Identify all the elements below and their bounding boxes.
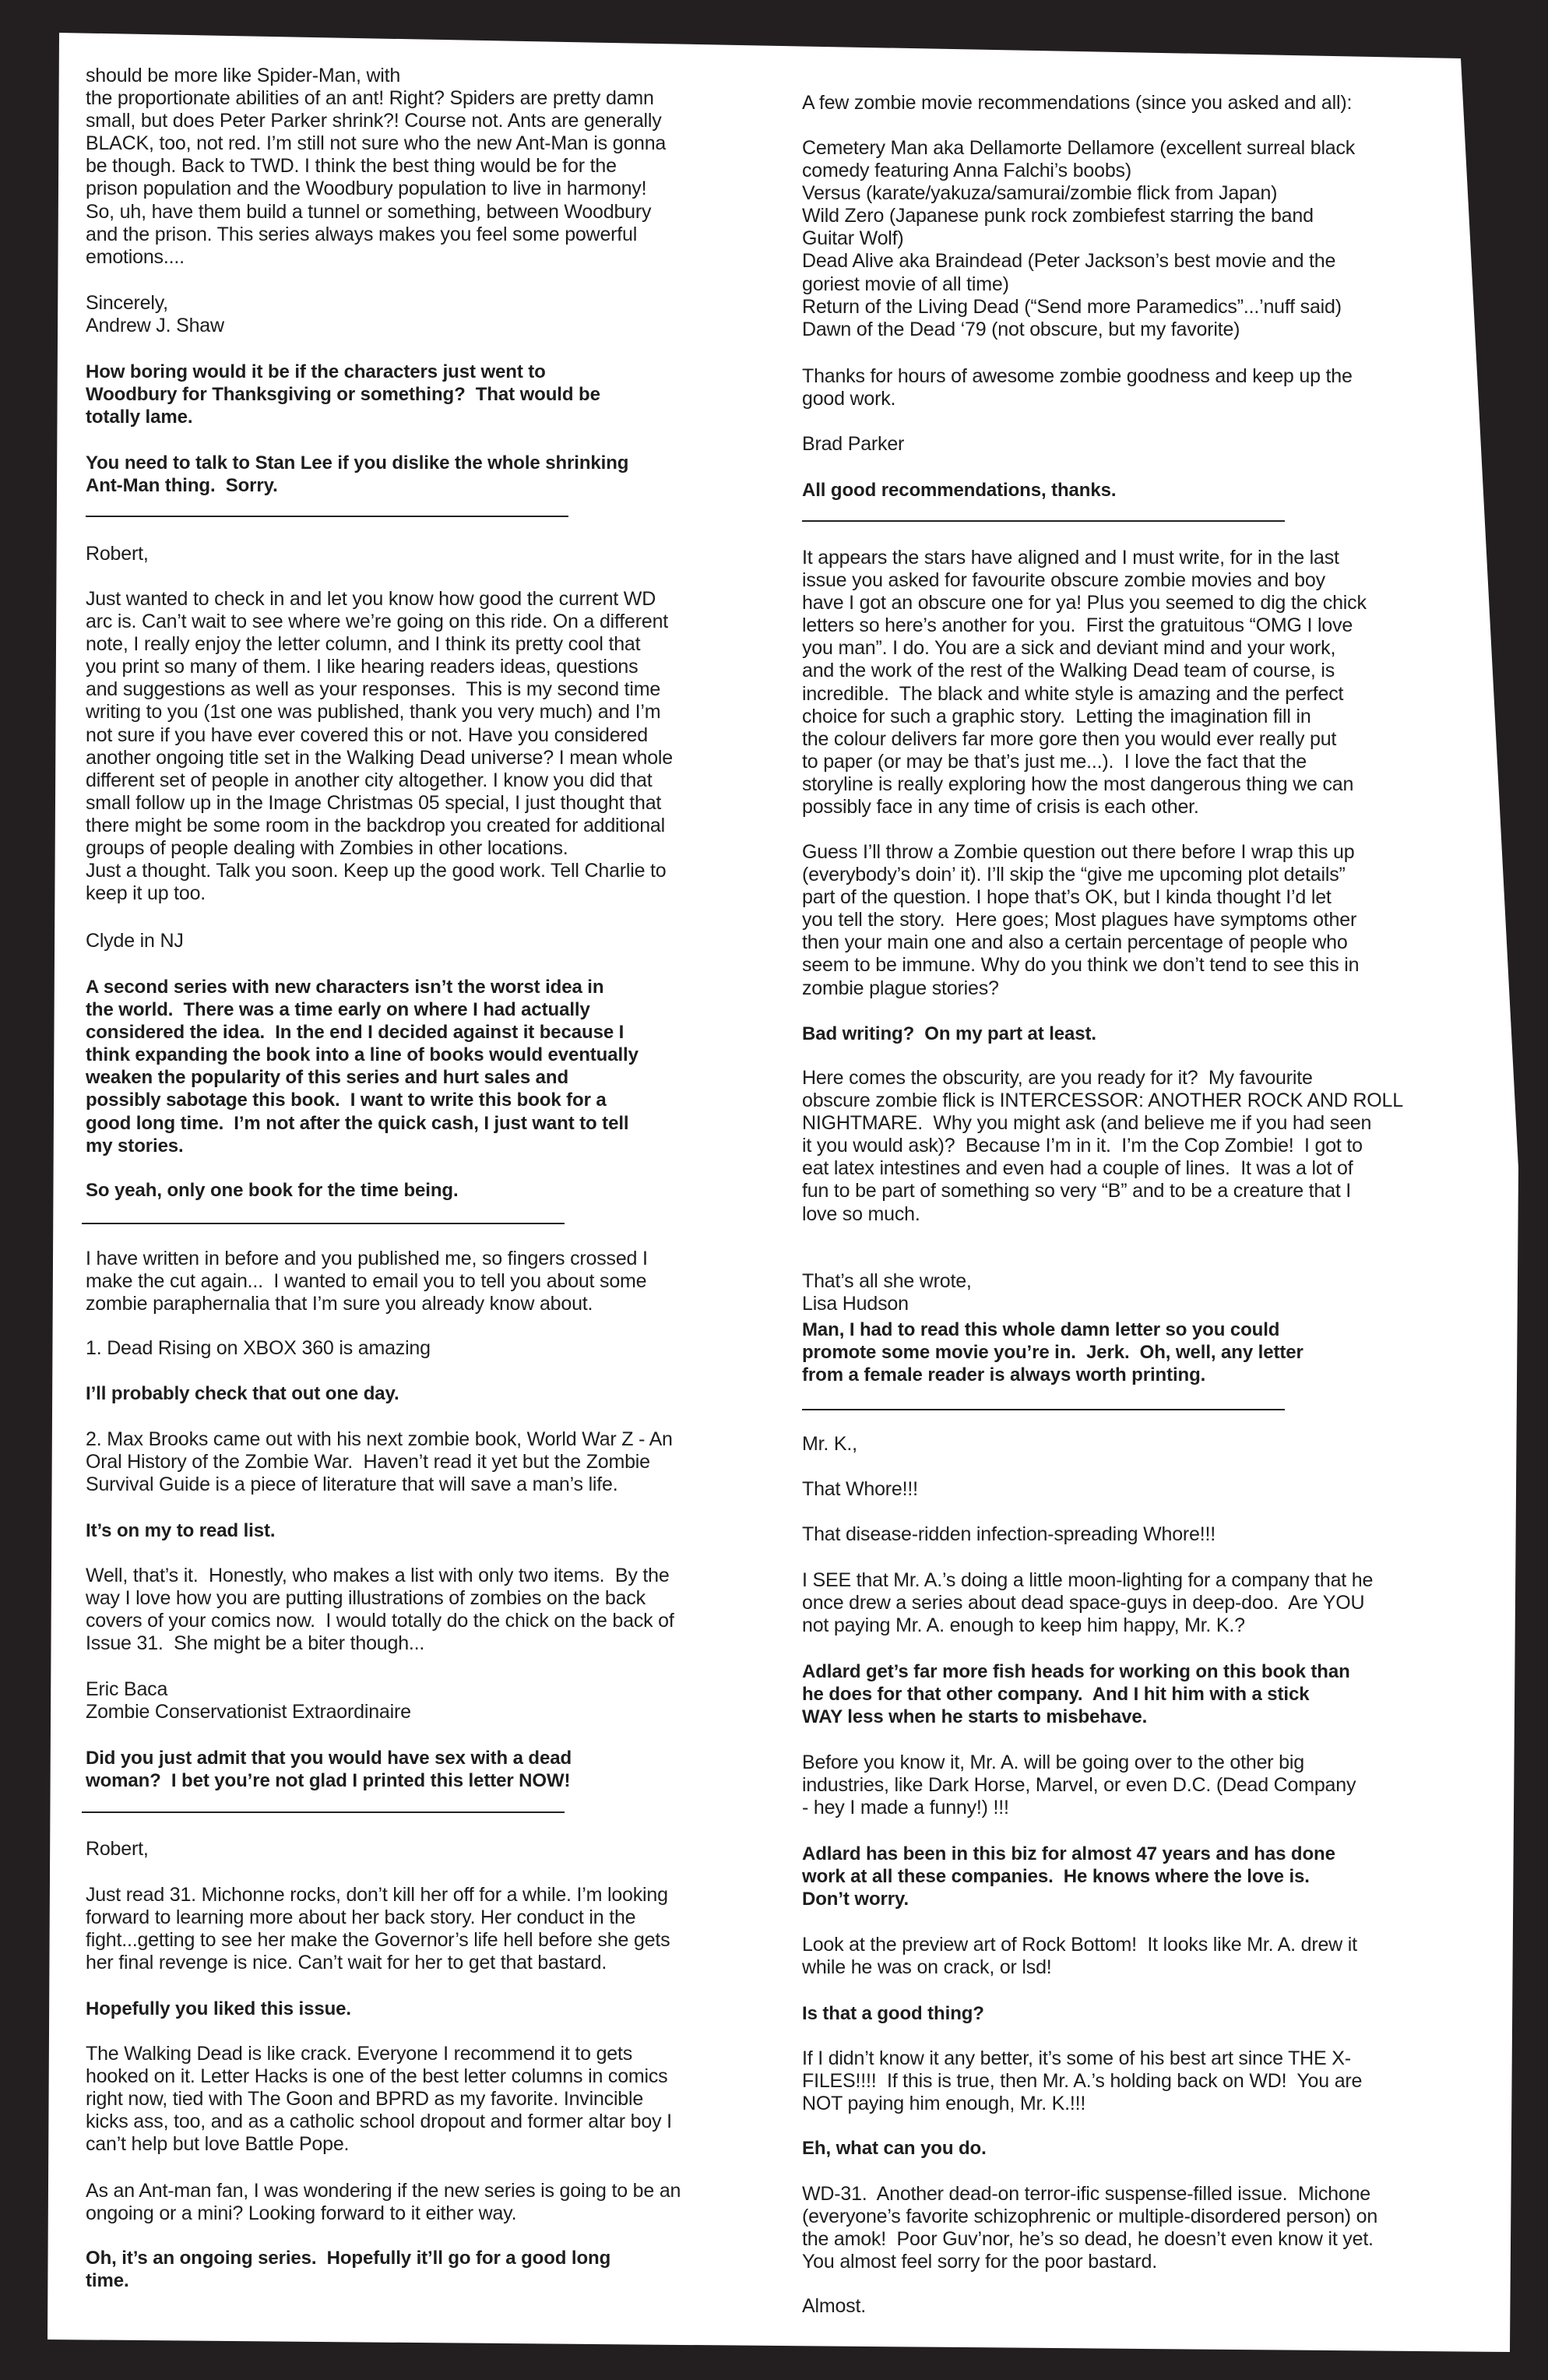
letter-signature: Clyde in NJ	[86, 930, 184, 952]
letter-text: If I didn’t know it any better, it’s some of his best art since THE X- FILES!!!! If this is true, then Mr. A.’s holding back on WD! You are NOT paying him enough, Mr. K.!!!	[802, 2047, 1363, 2115]
letter-signature: Eric Baca Zombie Conservationist Extraordinaire	[86, 1678, 411, 1723]
editor-reply: Oh, it’s an ongoing series. Hopefully it’ll go for a good long time.	[86, 2248, 611, 2292]
letter-text: Before you know it, Mr. A. will be going over to the other big industries, like Dark Horse, Marvel, or even D.C. (Dead Company - hey I made a funny!) !!!	[802, 1752, 1356, 1819]
letter-divider	[802, 520, 1285, 522]
letter-text: Look at the preview art of Rock Bottom! It looks like Mr. A. drew it while he was on crack, or lsd!	[802, 1934, 1357, 1979]
letter-greeting: Robert,	[86, 543, 149, 565]
letter-divider	[82, 1223, 565, 1224]
letter-item: 2. Max Brooks came out with his next zombie book, World War Z - An Oral History of the Zombie War. Haven’t read it yet but the Zombie Survival Guide is a piece of literature that will save a man’s life.	[86, 1428, 673, 1496]
letter-text: Thanks for hours of awesome zombie goodness and keep up the good work.	[802, 365, 1353, 410]
editor-reply: Adlard get’s far more fish heads for working on this book than he does for that other company. And I hit him with a stick WAY less when he starts to misbehave.	[802, 1661, 1350, 1728]
letter-item: 1. Dead Rising on XBOX 360 is amazing	[86, 1337, 431, 1359]
letter-text: Well, that’s it. Honestly, who makes a list with only two items. By the way I love how you are putting illustrations of zombies on the back covers of your comics now. I would totally do the chick on the back of Issue 31. She might be a biter though...	[86, 1565, 674, 1655]
letter-signature: That’s all she wrote, Lisa Hudson	[802, 1270, 972, 1315]
letter-text: Guess I’ll throw a Zombie question out there before I wrap this up (everybody’s doin’ it). I’ll skip the “give me upcoming plot details” part of the question. I hope that’s OK, but I kinda thought I’d let you tell the story. Here goes; Most plagues have symptoms other then your main one and also a certain percentage of people who seem to be immune. Why do you think we don’t tend to see this in zombie plague stories?	[802, 841, 1360, 999]
editor-reply: So yeah, only one book for the time being.	[86, 1180, 459, 1201]
letter-text: I have written in before and you published me, so fingers crossed I make the cut again... I wanted to email you to tell you about some zombie paraphernalia that I’m sure you already know about.	[86, 1248, 648, 1315]
letter-text: Almost.	[802, 2295, 866, 2317]
editor-reply: How boring would it be if the characters just went to Woodbury for Thanksgiving or something? That would be totally lame.	[86, 361, 600, 428]
editor-reply: Man, I had to read this whole damn letter so you could promote some movie you’re in. Jerk. Oh, well, any letter from a female reader is always worth printing.	[802, 1319, 1303, 1386]
letter-text: That Whore!!!	[802, 1478, 918, 1500]
letter-signature: Brad Parker	[802, 433, 905, 455]
letter-divider	[86, 516, 568, 517]
letter-text: should be more like Spider-Man, with the proportionate abilities of an ant! Right? Spiders are pretty damn small, but does Peter Parker shrink?! Course not. Ants are generally BLACK, too, not red. I’m still not sure who the new Ant-Man is gonna be though. Back to TWD. I think the best thing would be for the prison population and the Woodbury population to live in harmony! So, uh, have them build a tunnel or something, between Woodbury and the prison. This series always makes you feel some powerful emotions....	[86, 65, 667, 268]
letter-text: It appears the stars have aligned and I must write, for in the last issue you asked for favourite obscure zombie movies and boy have I got an obscure one for ya! Plus you seemed to dig the chick letters so here’s another for you. First the gratuitous “OMG I love you man”. I do. You are a sick and deviant mind and your work, and the work of the rest of the Walking Dead team of course, is incredible. The black and white style is amazing and the perfect choice for such a graphic story. Letting the imagination fill in the colour delivers far more gore then you would ever really put to paper (or may be that’s just me...). I love the fact that the storyline is really exploring how the most dangerous thing we can possibly face in any time of crisis is each other.	[802, 547, 1367, 819]
editor-reply: Hopefully you liked this issue.	[86, 1998, 351, 2019]
editor-reply: Bad writing? On my part at least.	[802, 1023, 1096, 1044]
editor-reply: All good recommendations, thanks.	[802, 480, 1117, 501]
movie-list: Cemetery Man aka Dellamorte Dellamore (excellent surreal black comedy featuring Anna Falchi’s boobs) Versus (karate/yakuza/samurai/zombie flick from Japan) Wild Zero (Japanese punk rock zombiefest starring the band Guitar Wolf) Dead Alive aka Braindead (Peter Jackson’s best movie and the goriest movie of all time) Return of the Living Dead (“Send more Paramedics”...’nuff said) Dawn of the Dead ‘79 (not obscure, but my favorite)	[802, 137, 1356, 340]
editor-reply: A second series with new characters isn’t the worst idea in the world. There was a time early on where I had actually considered the idea. In the end I decided against it because I think expanding the book into a line of books would eventually weaken the popularity of this series and hurt sales and possibly sabotage this book. I want to write this book for a good long time. I’m not after the quick cash, I just want to tell my stories.	[86, 977, 639, 1157]
letter-text: A few zombie movie recommendations (since you asked and all):	[802, 92, 1353, 114]
editor-reply: You need to talk to Stan Lee if you dislike the whole shrinking Ant-Man thing. Sorry.	[86, 452, 629, 497]
editor-reply: Adlard has been in this biz for almost 47 years and has done work at all these companies. He knows where the love is. Don’t worry.	[802, 1843, 1335, 1910]
letter-greeting: Robert,	[86, 1838, 149, 1860]
letter-text: WD-31. Another dead-on terror-ific suspense-filled issue. Michone (everyone’s favorite schizophrenic or multiple-disordered person) on the amok! Poor Guv’nor, he’s so dead, he doesn’t even know it yet. You almost feel sorry for the poor bastard.	[802, 2183, 1378, 2273]
letter-text: That disease-ridden infection-spreading Whore!!!	[802, 1523, 1216, 1545]
editor-reply: It’s on my to read list.	[86, 1520, 276, 1541]
editor-reply: Eh, what can you do.	[802, 2138, 987, 2159]
editor-reply: Is that a good thing?	[802, 2003, 984, 2024]
letter-divider	[82, 1811, 565, 1813]
letter-signature: Sincerely, Andrew J. Shaw	[86, 292, 224, 337]
editor-reply: Did you just admit that you would have sex with a dead woman? I bet you’re not glad I printed this letter NOW!	[86, 1748, 572, 1792]
letter-text: Just wanted to check in and let you know how good the current WD arc is. Can’t wait to see where we’re going on this ride. On a different note, I really enjoy the letter column, and I think its pretty cool that you print so many of them. I like hearing readers ideas, questions and suggestions as well as your responses. This is my second time writing to you (1st one was published, thank you very much) and I’m not sure if you have ever covered this or not. Have you considered another ongoing title set in the Walking Dead universe? I mean whole different set of people in another city altogether. I know you did that small follow up in the Image Christmas 05 special, I just thought that there might be some room in the backdrop you created for additional groups of people dealing with Zombies in other locations. Just a thought. Talk you soon. Keep up the good work. Tell Charlie to keep it up too.	[86, 588, 673, 905]
letter-text: Here comes the obscurity, are you ready for it? My favourite obscure zombie flick is INTERCESSOR: ANOTHER ROCK AND ROLL NIGHTMARE. Why you might ask (and believe me if you had seen it you would ask)? Because I’m in it. I’m the Cop Zombie! I got to eat latex intestines and even had a couple of lines. It was a lot of fun to be part of something so very “B” and to be a creature that I love so much.	[802, 1067, 1403, 1225]
letter-text: I SEE that Mr. A.’s doing a little moon-lighting for a company that he once drew a series about dead space-guys in deep-doo. Are YOU not paying Mr. A. enough to keep him happy, Mr. K.?	[802, 1569, 1374, 1637]
letter-text: As an Ant-man fan, I was wondering if the new series is going to be an ongoing or a mini? Looking forward to it either way.	[86, 2180, 681, 2225]
letter-text: The Walking Dead is like crack. Everyone I recommend it to gets hooked on it. Letter Hacks is one of the best letter columns in comics right now, tied with The Goon and BPRD as my favorite. Invincible kicks ass, too, and as a catholic school dropout and former altar boy I can’t help but love Battle Pope.	[86, 2043, 672, 2156]
editor-reply: I’ll probably check that out one day.	[86, 1383, 399, 1404]
letter-greeting: Mr. K.,	[802, 1433, 857, 1455]
letter-divider	[802, 1409, 1285, 1410]
letter-text: Just read 31. Michonne rocks, don’t kill her off for a while. I’m looking forward to learning more about her back story. Her conduct in the fight...getting to see her make the Governor’s life hell before she gets her final revenge is nice. Can’t wait for her to get that bastard.	[86, 1884, 670, 1974]
